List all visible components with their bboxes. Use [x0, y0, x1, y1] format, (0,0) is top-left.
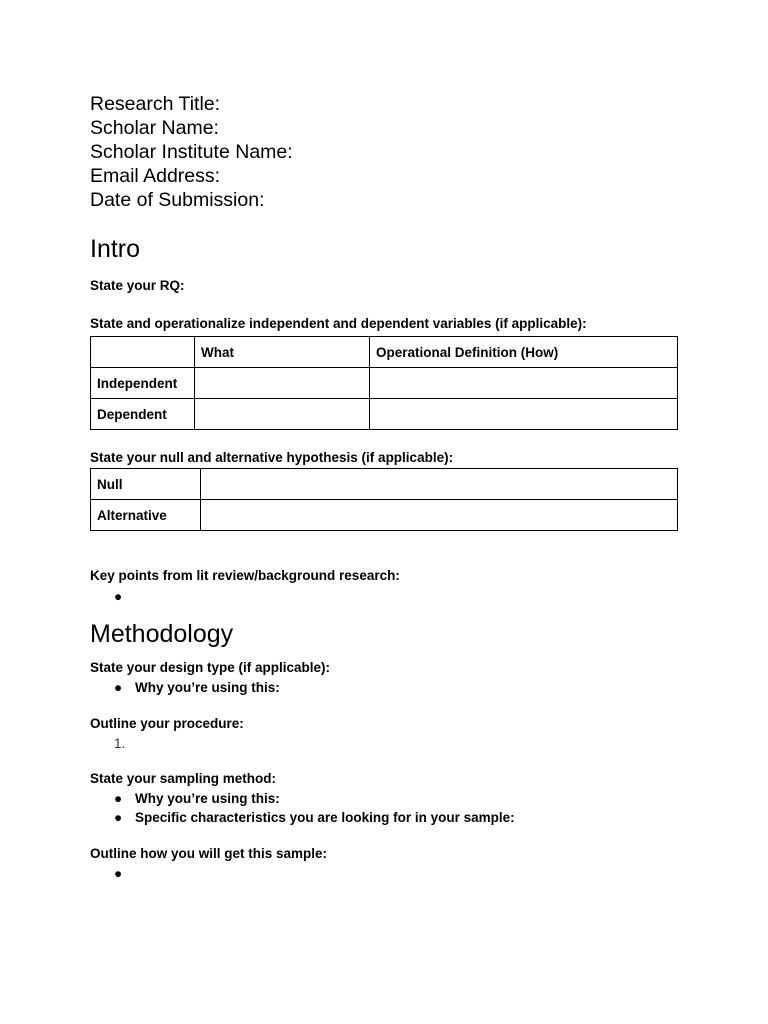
table-cell[interactable] — [201, 500, 678, 531]
table-header-operational-definition: Operational Definition (How) — [370, 337, 678, 368]
sample-list — [90, 864, 680, 883]
bullet-icon: ● — [114, 791, 123, 806]
list-item — [114, 678, 680, 697]
table-cell[interactable] — [201, 469, 678, 500]
institute-name-label: Scholar Institute Name: — [90, 141, 293, 163]
table-row — [91, 337, 678, 368]
document-page — [90, 92, 680, 883]
list-item-text: Why you’re using this: — [135, 791, 280, 806]
sample-acquisition-label: Outline how you will get this sample: — [90, 846, 328, 861]
row-label-dependent: Dependent — [91, 399, 195, 430]
email-address-label: Email Address: — [90, 165, 221, 187]
list-item[interactable] — [114, 587, 680, 606]
design-type-label: State your design type (if applicable): — [90, 660, 331, 675]
bullet-icon: ● — [114, 866, 123, 881]
rq-label: State your RQ: — [90, 278, 185, 293]
table-cell[interactable] — [195, 368, 370, 399]
table-cell[interactable] — [195, 399, 370, 430]
scholar-name-label: Scholar Name: — [90, 117, 219, 139]
list-item-text: Specific characteristics you are looking for in your sample: — [135, 810, 515, 825]
variables-table — [90, 336, 678, 430]
row-label-null: Null — [91, 469, 201, 500]
list-item-text: Why you’re using this: — [135, 680, 280, 695]
table-cell[interactable] — [370, 368, 678, 399]
research-title-label: Research Title: — [90, 93, 221, 115]
bullet-icon: ● — [114, 810, 123, 825]
hypothesis-label: State your null and alternative hypothesis (if applicable): — [90, 450, 454, 465]
intro-heading: Intro — [90, 235, 141, 263]
date-of-submission-label: Date of Submission: — [90, 189, 265, 211]
list-item[interactable]: 1. — [114, 736, 126, 751]
bullet-icon: ● — [114, 680, 123, 695]
variables-label: State and operationalize independent and dependent variables (if applicable): — [90, 316, 587, 331]
bullet-icon: ● — [114, 589, 123, 604]
table-row — [91, 469, 678, 500]
lit-review-label: Key points from lit review/background research: — [90, 568, 400, 583]
table-cell[interactable] — [370, 399, 678, 430]
list-item — [114, 808, 680, 827]
table-cell[interactable] — [91, 337, 195, 368]
table-header-what: What — [195, 337, 370, 368]
list-item — [114, 789, 680, 808]
methodology-heading: Methodology — [90, 620, 234, 648]
procedure-label: Outline your procedure: — [90, 716, 244, 731]
sampling-list — [90, 789, 680, 827]
row-label-independent: Independent — [91, 368, 195, 399]
lit-review-list — [90, 587, 680, 606]
list-item[interactable] — [114, 864, 680, 883]
hypothesis-table — [90, 468, 678, 531]
design-list — [90, 678, 680, 697]
sampling-method-label: State your sampling method: — [90, 771, 277, 786]
table-row — [91, 368, 678, 399]
table-row — [91, 500, 678, 531]
table-row — [91, 399, 678, 430]
procedure-list — [90, 734, 680, 753]
row-label-alternative: Alternative — [91, 500, 201, 531]
